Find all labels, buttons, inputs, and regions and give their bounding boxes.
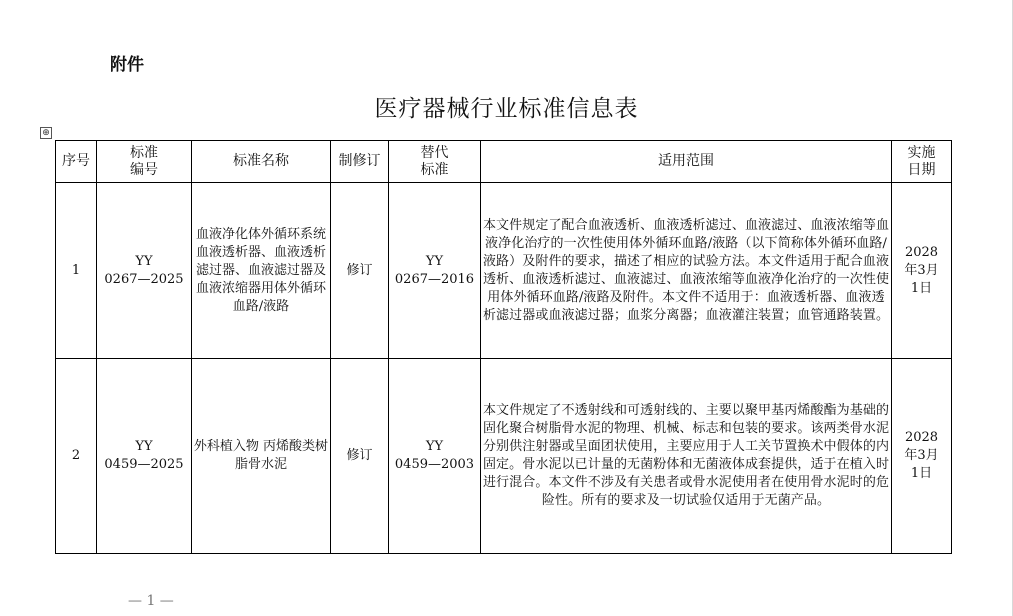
row-name: 外科植入物 丙烯酸类树脂骨水泥	[192, 359, 331, 554]
table-row	[56, 359, 952, 554]
row-seq: 1	[56, 183, 97, 359]
row-scope: 本文件规定了不透射线和可透射线的、主要以聚甲基丙烯酸酯为基础的固化聚合树脂骨水泥的物理、机械、标志和包装的要求。该两类骨水泥分别供注射器或呈面团状使用，主要应用于人工关节置换术中假体的内固定。骨水泥以已计量的无菌粉体和无菌液体成套提供，适于在植入时进行混合。本文件不涉及有关患者或骨水泥使用者在使用骨水泥时的危险性。所有的要求及一切试验仅适用于无菌产品。	[481, 359, 892, 554]
row-std-no: YY 0267—2025	[97, 183, 192, 359]
row-scope: 本文件规定了配合血液透析、血液透析滤过、血液滤过、血液浓缩等血液净化治疗的一次性使用体外循环血路/液路（以下简称体外循环血路/液路）及附件的要求，描述了相应的试验方法。本文件适用于配合血液透析、血液透析滤过、血液滤过、血液浓缩等血液净化治疗的一次性使用体外循环血路/液路及附件。本文件不适用于：血液透析器、血液透析滤过器或血液滤过器；血浆分离器；血液灌注装置；血管通路装置。	[481, 183, 892, 359]
row-replaced: YY 0267—2016	[389, 183, 481, 359]
row-revision: 修订	[331, 183, 389, 359]
table-move-handle-icon[interactable]: ⊕	[40, 127, 52, 139]
page-number: — 1 —	[128, 593, 174, 609]
header-date: 实施 日期	[892, 141, 952, 183]
attachment-label: 附件	[110, 55, 144, 75]
header-seq: 序号	[56, 141, 97, 183]
header-revision: 制修订	[331, 141, 389, 183]
row-date: 2028 年3月 1日	[892, 359, 952, 554]
header-name: 标准名称	[192, 141, 331, 183]
header-replaced: 替代 标准	[389, 141, 481, 183]
row-replaced: YY 0459—2003	[389, 359, 481, 554]
row-seq: 2	[56, 359, 97, 554]
document-title: 医疗器械行业标准信息表	[374, 96, 639, 122]
row-name: 血液净化体外循环系统 血液透析器、血液透析滤过器、血液滤过器及血液浓缩器用体外循环血路/液路	[192, 183, 331, 359]
standards-table	[55, 140, 952, 554]
row-date: 2028 年3月 1日	[892, 183, 952, 359]
row-std-no: YY 0459—2025	[97, 359, 192, 554]
table-header-row	[56, 141, 952, 183]
table-row	[56, 183, 952, 359]
header-std-no: 标准 编号	[97, 141, 192, 183]
header-scope: 适用范围	[481, 141, 892, 183]
row-revision: 修订	[331, 359, 389, 554]
